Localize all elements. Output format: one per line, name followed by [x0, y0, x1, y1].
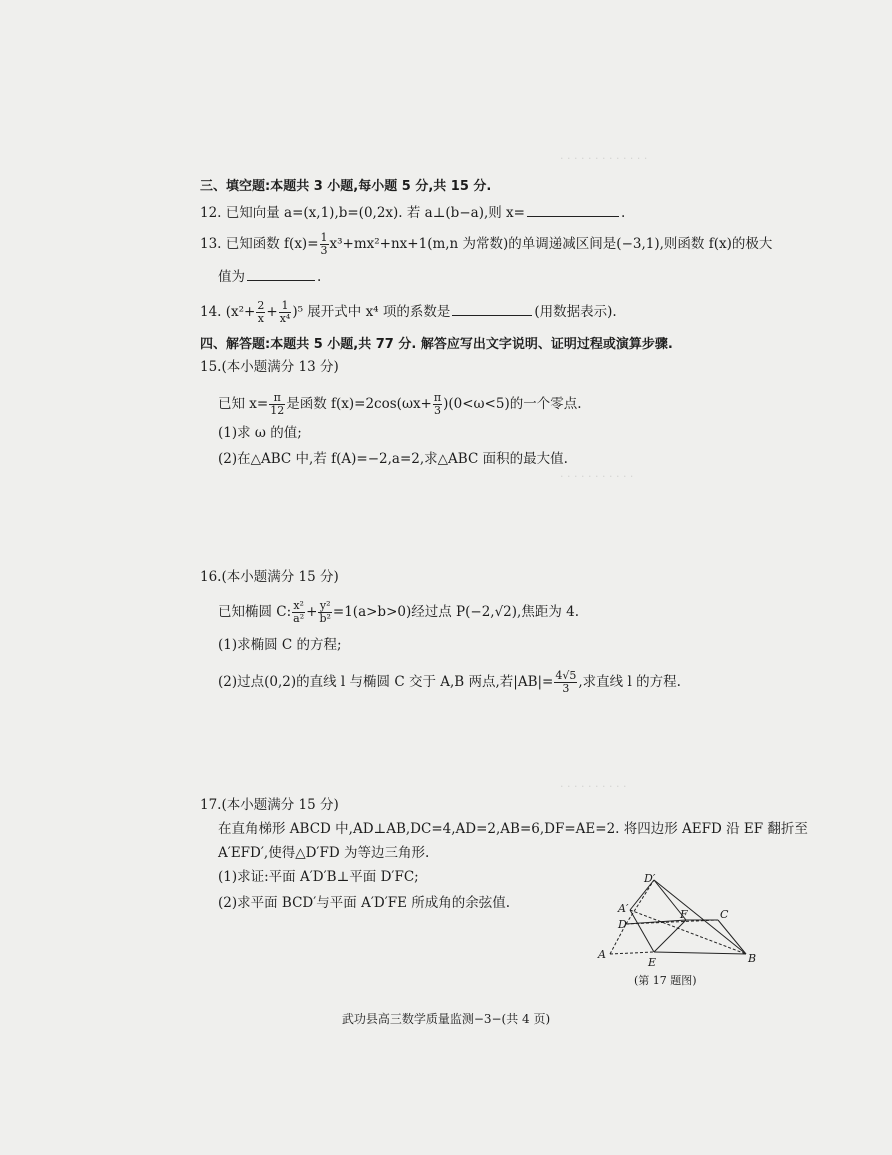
- label-E: E: [648, 956, 657, 969]
- question-15-part1: (1)求 ω 的值;: [218, 425, 302, 441]
- bleed-through-text: · · · · · · · · · · · · ·: [560, 152, 648, 165]
- question-17-stem-line1: 在直角梯形 ABCD 中,AD⊥AB,DC=4,AD=2,AB=6,DF=AE=2. 将四边形 AEFD 沿 EF 翻折至: [218, 821, 808, 837]
- question-16-title: 16.(本小题满分 15 分): [200, 569, 339, 585]
- question-16-part2: (2)过点(0,2)的直线 l 与椭圆 C 交于 A,B 两点,若|AB|= $\frac{4√5}{3}$ ,求直线 l 的方程.: [218, 669, 681, 695]
- question-13: 13. 已知函数 f(x)= $\frac{1}{3}$ x³+mx²+nx+1(m,n 为常数)的单调递减区间是(−3,1),则函数 f(x)的极大: [200, 231, 773, 257]
- fraction: $\frac{2}{x}$: [257, 299, 265, 325]
- question-14: 14. (x²+ $\frac{2}{x}$ + $\frac{1}{\text{x⁴}}$ )⁵ 展开式中 x⁴ 项的系数是 (用数据表示).: [200, 299, 617, 325]
- question-17-part1: (1)求证:平面 A′D′B⊥平面 D′FC;: [218, 869, 419, 885]
- fraction: $\frac{4√5}{3}$: [555, 669, 577, 695]
- fraction: $\frac{\pi}{12}$: [270, 391, 285, 417]
- bleed-through-text: · · · · · · · · · ·: [560, 780, 627, 793]
- fraction: $\frac{\text{x²}}{\text{a²}}$: [293, 599, 305, 625]
- question-12: 12. 已知向量 a=(x,1),b=(0,2x). 若 a⊥(b−a),则 x= .: [200, 205, 626, 221]
- label-F: F: [680, 908, 688, 921]
- fraction: $\frac{1}{\text{x⁴}}$: [279, 299, 291, 325]
- question-15-stem: 已知 x= $\frac{\pi}{12}$ 是函数 f(x)=2cos(ωx+ $\frac{\pi}{3}$ )(0<ω<5)的一个零点.: [218, 391, 582, 417]
- fraction: $\frac{\text{y²}}{\text{b²}}$: [319, 599, 331, 625]
- bleed-through-text: · · · · · · · · · · ·: [560, 470, 634, 483]
- answer-blank: [247, 268, 315, 281]
- question-13-cont: 值为 .: [218, 269, 322, 285]
- question-16-stem: 已知椭圆 C: $\frac{\text{x²}}{\text{a²}}$ + $\frac{\text{y²}}{\text{b²}}$ =1(a>b>0)经过点 P(−2,√2),焦距为 4.: [218, 599, 579, 625]
- label-D: D: [618, 918, 627, 931]
- question-15-title: 15.(本小题满分 13 分): [200, 359, 339, 375]
- answer-blank: [527, 204, 619, 217]
- label-D-prime: D′: [644, 872, 656, 885]
- page-footer: 武功县高三数学质量监测−3−(共 4 页): [341, 1012, 551, 1026]
- label-C: C: [720, 908, 729, 921]
- fraction: $\frac{1}{3}$: [320, 231, 328, 257]
- section3-heading: 三、填空题:本题共 3 小题,每小题 5 分,共 15 分.: [200, 179, 492, 194]
- question-16-part1: (1)求椭圆 C 的方程;: [218, 637, 342, 653]
- question-17-part2: (2)求平面 BCD′与平面 A′D′FE 所成角的余弦值.: [218, 895, 511, 911]
- question-15-part2: (2)在△ABC 中,若 f(A)=−2,a=2,求△ABC 面积的最大值.: [218, 451, 568, 467]
- section4-heading: 四、解答题:本题共 5 小题,共 77 分. 解答应写出文字说明、证明过程或演算步骤.: [200, 337, 673, 352]
- label-B: B: [748, 952, 757, 965]
- answer-blank: [452, 303, 532, 316]
- fraction: $\frac{\pi}{3}$: [433, 391, 442, 417]
- label-A-prime: A′: [618, 902, 629, 915]
- label-A: A: [598, 948, 606, 961]
- question-17-stem-line2: A′EFD′,使得△D′FD 为等边三角形.: [218, 845, 430, 861]
- figure-caption: (第 17 题图): [634, 974, 697, 987]
- question-17-title: 17.(本小题满分 15 分): [200, 797, 339, 813]
